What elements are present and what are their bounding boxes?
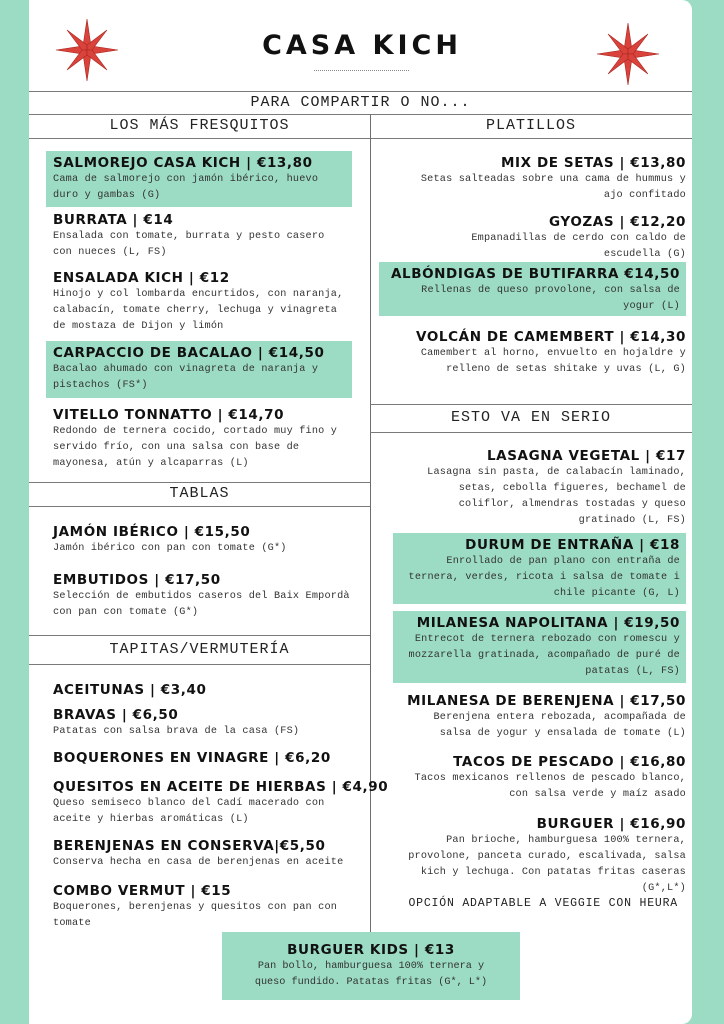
divider <box>29 482 370 483</box>
item-name: BURGUER | €16,90 <box>536 816 686 832</box>
menu-item <box>402 151 692 207</box>
item-desc: Jamón ibérico con pan con tomate (G*) <box>53 543 287 554</box>
item-name: MIX DE SETAS | €13,80 <box>501 155 686 171</box>
divider <box>29 91 692 92</box>
menu-item <box>387 812 692 900</box>
item-desc: Pan bollo, hamburguesa 100% ternera y <box>257 961 485 972</box>
item-name: BURRATA | €14 <box>53 212 174 228</box>
item-name: MILANESA NAPOLITANA | €19,50 <box>416 615 680 631</box>
item-desc: Entrecot de ternera rebozado con romescu y mozzarella gratinada, acompañado de puré de patatas (L, FS) <box>408 634 680 677</box>
item-desc: Redondo de ternera cocido, cortado muy fino y servido frío, con una salsa con base de mayonesa, atún y alcaparras (L) <box>53 426 338 469</box>
item-desc: Queso semiseco blanco del Cadí macerado con aceite y hierbas aromáticas (L) <box>53 798 325 825</box>
item-desc: Empanadillas de cerdo con caldo de escudella (G) <box>471 233 686 260</box>
item-name: ALBÓNDIGAS DE BUTIFARRA €14,50 <box>390 266 680 282</box>
restaurant-title: CASA KICH <box>262 30 462 61</box>
menu-item <box>46 403 352 475</box>
menu-item <box>46 341 352 398</box>
item-name: ACEITUNAS | €3,40 <box>53 682 207 698</box>
item-name: EMBUTIDOS | €17,50 <box>53 572 221 588</box>
item-name: TACOS DE PESCADO | €16,80 <box>453 754 686 770</box>
item-name: BERENJENAS EN CONSERVA|€5,50 <box>53 838 326 854</box>
item-name: ENSALADA KICH | €12 <box>53 270 230 286</box>
title-underline <box>314 70 409 71</box>
menu-item <box>392 325 692 381</box>
item-name: VITELLO TONNATTO | €14,70 <box>53 407 285 423</box>
item-name: DURUM DE ENTRAÑA | €18 <box>465 537 680 553</box>
item-desc: Boquerones, berenjenas y quesitos con pan con tomate <box>53 902 338 929</box>
menu-subtitle: PARA COMPARTIR O NO... <box>250 94 471 111</box>
item-name: COMBO VERMUT | €15 <box>53 883 232 899</box>
menu-item <box>46 151 352 207</box>
divider <box>29 114 692 115</box>
item-name: VOLCÁN DE CAMEMBERT | €14,30 <box>416 329 686 345</box>
menu-item <box>46 746 352 770</box>
menu-item <box>379 262 686 316</box>
menu-item <box>46 678 352 702</box>
item-name: BRAVAS | €6,50 <box>53 707 179 723</box>
menu-item <box>46 834 352 874</box>
veggie-note: OPCIÓN ADAPTABLE A VEGGIE CON HEURA <box>408 897 678 910</box>
divider <box>29 635 370 636</box>
item-name: QUESITOS EN ACEITE DE HIERBAS | €4,90 <box>53 779 389 795</box>
menu-item <box>46 775 389 831</box>
menu-item <box>46 208 352 264</box>
menu-item <box>46 879 364 935</box>
item-desc: queso fundido. Patatas fritas (G*, L*) <box>254 977 488 988</box>
item-desc: Lasagna sin pasta, de calabacín laminado, setas, cebolla figueres, bechamel de coliflor, almendras tostadas y queso gratinado (L, FS) <box>427 467 686 526</box>
menu-item <box>393 533 686 604</box>
item-name: MILANESA DE BERENJENA | €17,50 <box>407 693 686 709</box>
item-desc: Tacos mexicanos rellenos de pescado blanco, con salsa verde y maíz asado <box>414 773 686 800</box>
divider <box>29 138 692 139</box>
item-name: JAMÓN IBÉRICO | €15,50 <box>53 524 251 540</box>
divider <box>29 506 370 507</box>
item-desc: Bacalao ahumado con vinagreta de naranja y pistachos (FS*) <box>53 364 319 391</box>
section-title-serio: ESTO VA EN SERIO <box>450 409 612 426</box>
menu-item <box>392 689 692 745</box>
item-desc: Setas salteadas sobre una cama de hummus y ajo confitado <box>420 174 686 201</box>
item-name: BURGUER KIDS | €13 <box>287 942 455 958</box>
item-desc: Conserva hecha en casa de berenjenas en aceite <box>53 857 344 868</box>
item-desc: Ensalada con tomate, burrata y pesto casero con nueces (L, FS) <box>53 231 325 258</box>
section-title-fresquitos: LOS MÁS FRESQUITOS <box>109 117 290 134</box>
item-desc: Berenjena entera rebozada, acompañada de salsa de yogur y ensalada de tomate (L) <box>433 712 686 739</box>
menu-item <box>402 444 692 532</box>
item-name: LASAGNA VEGETAL | €17 <box>486 448 686 464</box>
item-name: SALMOREJO CASA KICH | €13,80 <box>53 155 313 171</box>
menu-item <box>402 750 692 806</box>
item-name: CARPACCIO DE BACALAO | €14,50 <box>53 345 325 361</box>
section-title-platillos: PLATILLOS <box>485 117 576 134</box>
section-title-tapitas: TAPITAS/VERMUTERÍA <box>109 641 290 658</box>
item-name: BOQUERONES EN VINAGRE | €6,20 <box>53 750 331 766</box>
divider <box>29 664 370 665</box>
item-desc: Pan brioche, hamburguesa 100% ternera, provolone, panceta curado, escalivada, salsa kich y lechuga. Con patatas fritas caseras (G*,L*) <box>408 835 686 894</box>
item-desc: Cama de salmorejo con jamón ibérico, huevo duro y gambas (G) <box>53 174 319 201</box>
item-desc: Rellenas de queso provolone, con salsa de yogur (L) <box>421 285 680 312</box>
menu-item <box>46 703 352 743</box>
divider <box>370 432 692 433</box>
column-divider <box>370 114 371 934</box>
menu-item <box>46 568 366 624</box>
item-desc: Enrollado de pan plano con entraña de ternera, verdes, ricota i salsa de tomate i chile picante (G, L) <box>408 556 680 599</box>
item-desc: Patatas con salsa brava de la casa (FS) <box>53 726 300 737</box>
menu-item <box>46 520 352 560</box>
divider <box>370 404 692 405</box>
item-name: GYOZAS | €12,20 <box>549 214 686 230</box>
section-title-tablas: TABLAS <box>169 485 230 502</box>
menu-item <box>46 266 352 338</box>
item-desc: Hinojo y col lombarda encurtidos, con naranja, calabacín, tomate cherry, lechuga y vinagreta de mostaza de Dijon y limón <box>53 289 344 332</box>
kids-menu-item <box>222 932 520 1000</box>
menu-item <box>393 611 686 683</box>
item-desc: Camembert al horno, envuelto en hojaldre y relleno de setas shitake y uvas (L, G) <box>420 348 686 375</box>
menu-item <box>442 210 692 266</box>
item-desc: Selección de embutidos caseros del Baix Empordà con pan con tomate (G*) <box>53 591 350 618</box>
